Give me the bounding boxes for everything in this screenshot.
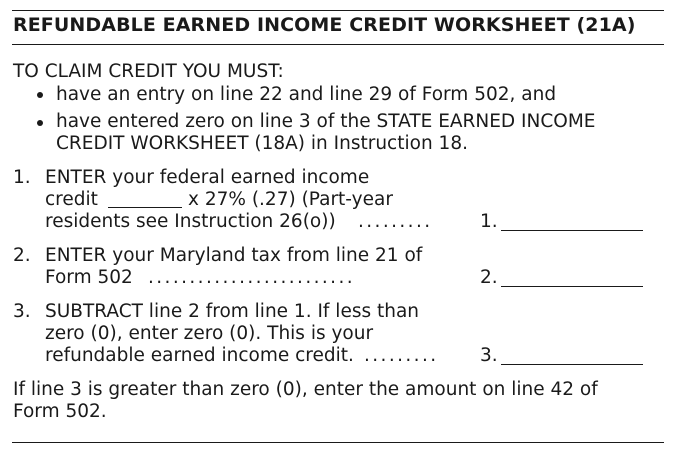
worksheet-title: REFUNDABLE EARNED INCOME CREDIT WORKSHEET (21A): [13, 14, 636, 36]
item-1-leader: .........: [358, 211, 433, 232]
bullet-dot: [37, 120, 43, 126]
title-rule: [12, 44, 664, 45]
bullet-dot: [37, 92, 43, 98]
top-rule: [12, 10, 664, 11]
item-2-number: 2.: [13, 245, 31, 266]
item-1-ref: 1.: [480, 211, 498, 232]
item-3-ref: 3.: [480, 345, 498, 366]
item-3-line3: refundable earned income credit.: [45, 345, 354, 366]
item-2-ref: 2.: [480, 267, 498, 288]
item-2-leader: .........................: [148, 267, 356, 288]
federal-credit-blank[interactable]: [108, 207, 182, 208]
bottom-rule: [12, 442, 664, 443]
item-1-line1: ENTER your federal earned income: [45, 167, 370, 188]
bullet-1-text: have an entry on line 22 and line 29 of Form 502, and: [56, 84, 557, 105]
item-3-number: 3.: [13, 301, 31, 322]
bullet-2-line1: have entered zero on line 3 of the STATE EARNED INCOME: [56, 111, 596, 132]
line-2-entry[interactable]: [501, 286, 643, 287]
line-1-entry[interactable]: [501, 230, 643, 231]
item-3-line1: SUBTRACT line 2 from line 1. If less than: [45, 301, 420, 322]
footer-line2: Form 502.: [13, 401, 107, 422]
line-3-entry[interactable]: [501, 364, 643, 365]
item-2-line1: ENTER your Maryland tax from line 21 of: [45, 245, 423, 266]
bullet-2-line2: CREDIT WORKSHEET (18A) in Instruction 18.: [56, 133, 468, 154]
item-1-line2-post: x 27% (.27) (Part-year: [188, 189, 393, 210]
item-3-leader: .........: [364, 345, 439, 366]
intro-text: TO CLAIM CREDIT YOU MUST:: [13, 61, 284, 82]
item-1-number: 1.: [13, 167, 31, 188]
item-3-line2: zero (0), enter zero (0). This is your: [45, 323, 374, 344]
item-1-line2-pre: credit: [45, 189, 98, 210]
footer-line1: If line 3 is greater than zero (0), enter the amount on line 42 of: [13, 379, 598, 400]
item-1-line3: residents see Instruction 26(o)): [45, 211, 336, 232]
item-2-line2: Form 502: [45, 267, 133, 288]
